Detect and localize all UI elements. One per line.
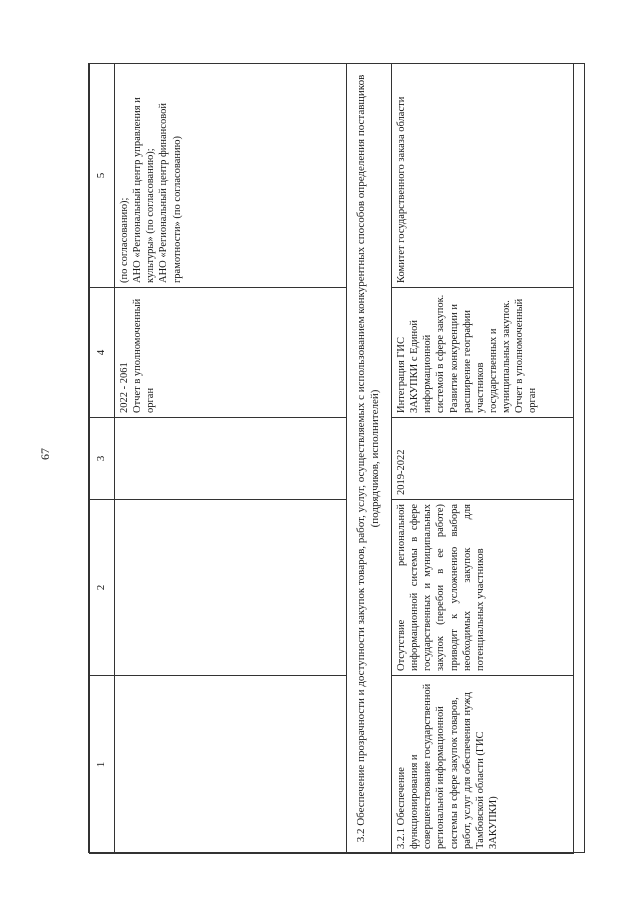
column-header-4: 4 [90,288,115,418]
continuation-problem-cell [115,500,347,676]
column-header-5: 5 [90,64,115,288]
continuation-result-cell: 2022 - 2061 Отчет в уполномоченный орган [115,288,347,418]
continuation-row [115,64,347,854]
item-problem-cell: Отсутствие региональной информационной системы в сфере государственных и муниципальных закупок (перебои в ее работе) приводит к усложнению выбора необходимых закупок для потенциальных участников [392,500,574,676]
item-period-cell: 2019-2022 [392,418,574,500]
continuation-period-cell [115,418,347,500]
section-row [347,64,392,854]
document-table-frame [88,63,585,853]
item-result-cell: Интеграция ГИС ЗАКУПКИ с Единой информационной системой в сфере закупок. Развитие конкуренции и расширение географии участников государственных и муниципальных закупок. Отчет в уполномоченный орган [392,288,574,418]
item-executor-cell: Комитет государственного заказа области [392,64,574,288]
rotated-table-container [89,64,586,854]
column-number-row [90,64,115,854]
column-header-1: 1 [90,676,115,854]
column-header-2: 2 [90,500,115,676]
item-row [392,64,574,854]
page-number: 67 [38,448,52,460]
column-header-3: 3 [90,418,115,500]
section-title: 3.2 Обеспечение прозрачности и доступности закупок товаров, работ, услуг, осуществляемых с использованием конкурентных способов определения поставщиков (подрядчиков, исполнителей) [347,64,392,854]
item-measure-cell: 3.2.1 Обеспечение функционирования и совершенствование государственной региональной информационной системы в сфере закупок товаров, работ, услуг для обеспечения нужд Тамбовской области (ГИС ЗАКУПКИ) [392,676,574,854]
continuation-executor-cell: (по согласованию); АНО «Региональный центр управления и культуры» (по согласованию); АНО «Региональный центр финансовой грамотности» (по согласованию) [115,64,347,288]
continuation-measure-cell [115,676,347,854]
measures-table [89,63,574,854]
